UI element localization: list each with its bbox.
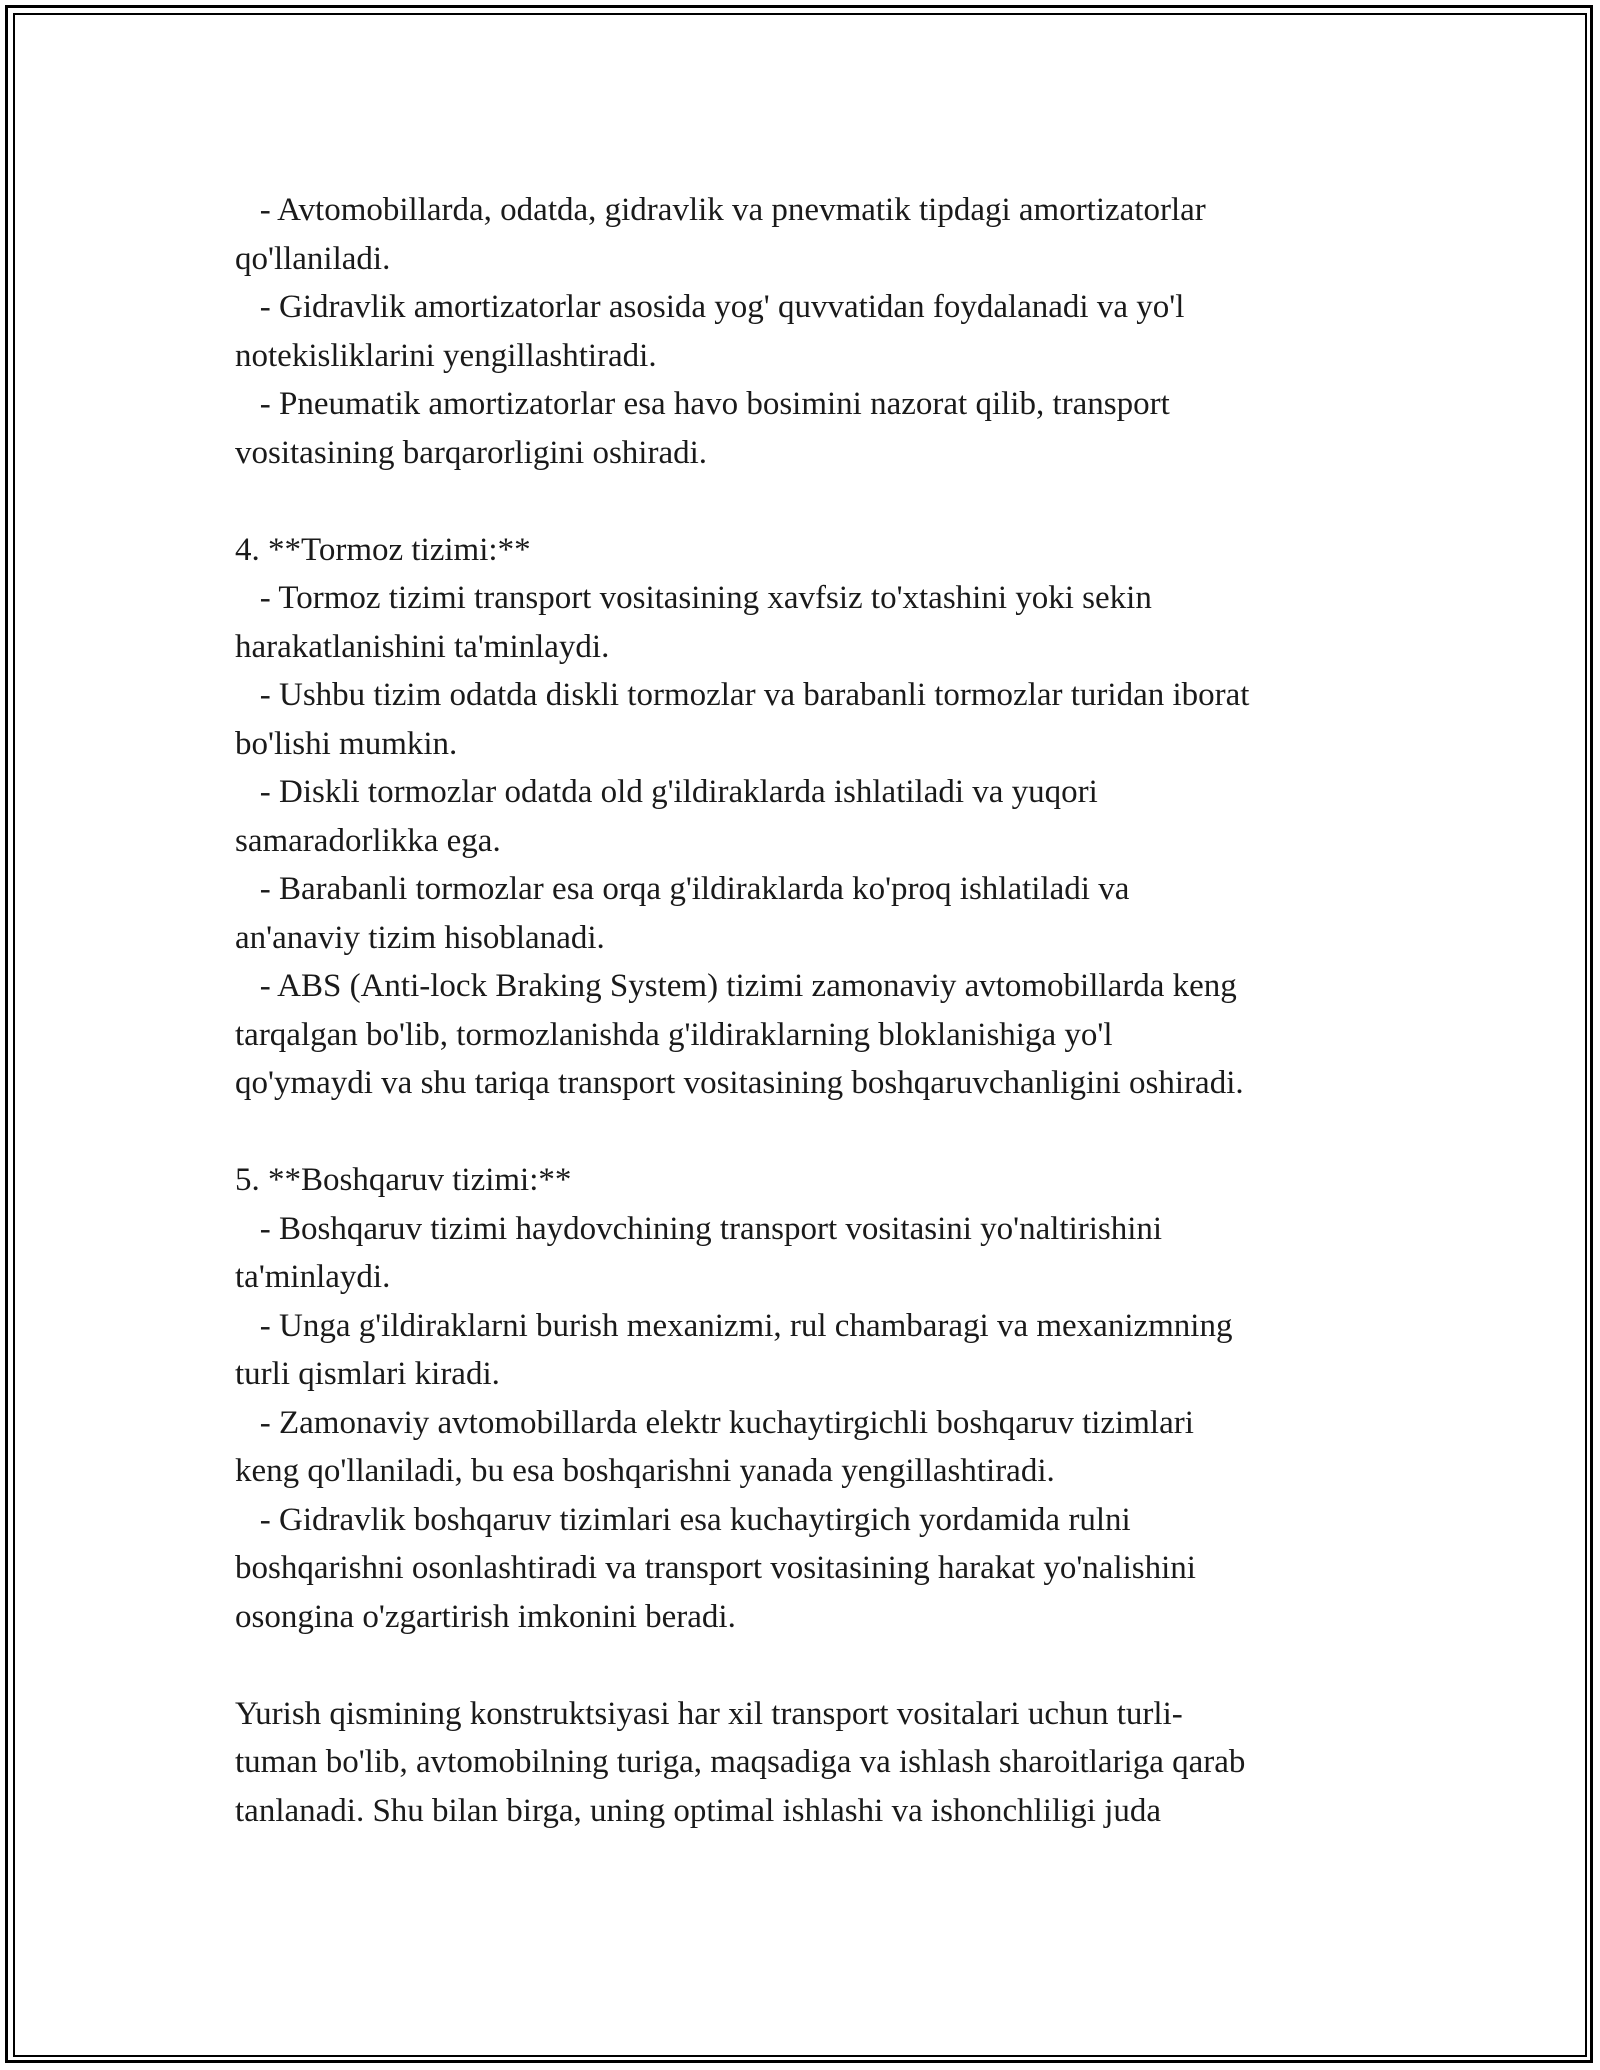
text-line: - Tormoz tizimi transport vositasining xavfsiz to'xtashini yoki sekin <box>235 580 1152 616</box>
text-line: bo'lishi mumkin. <box>235 725 458 762</box>
text-line: - Zamonaviy avtomobillarda elektr kuchaytirgichli boshqaruv tizimlari <box>235 1404 1194 1441</box>
text-line: - Ushbu tizim odatda diskli tormozlar va barabanli tormozlar turidan iborat <box>235 677 1250 713</box>
blank-line <box>235 1108 1365 1157</box>
text-line: - Avtomobillarda, odatda, gidravlik va pnevmatik tipdagi amortizatorlar <box>235 192 1206 228</box>
text-line: tarqalgan bo'lib, tormozlanishda g'ildiraklarning bloklanishiga yo'l <box>235 1016 1113 1053</box>
text-line: osongina o'zgartirish imkonini beradi. <box>235 1598 736 1635</box>
text-line: - Gidravlik amortizatorlar asosida yog' quvvatidan foydalanadi va yo'l <box>235 289 1185 325</box>
section-heading-boshqaruv: 5. **Boshqaruv tizimi:** <box>235 1162 572 1198</box>
text-line: harakatlanishini ta'minlaydi. <box>235 628 610 665</box>
text-line: vositasining barqarorligini oshiradi. <box>235 434 708 471</box>
text-line: an'anaviy tizim hisoblanadi. <box>235 919 605 956</box>
text-line: notekisliklarini yengillashtiradi. <box>235 337 657 374</box>
text-line: turli qismlari kiradi. <box>235 1356 500 1392</box>
text-line: qo'llaniladi. <box>235 240 391 277</box>
text-line: keng qo'llaniladi, bu esa boshqarishni yanada yengillashtiradi. <box>235 1453 1055 1489</box>
text-line: Yurish qismining konstruktsiyasi har xil transport vositalari uchun turli- <box>235 1695 1183 1732</box>
text-line: - Boshqaruv tizimi haydovchining transport vositasini yo'naltirishini <box>235 1210 1163 1247</box>
text-line: qo'ymaydi va shu tariqa transport vositasining boshqaruvchanligini oshiradi. <box>235 1065 1244 1101</box>
text-line: - Barabanli tormozlar esa orqa g'ildiraklarda ko'proq ishlatiladi va <box>235 871 1130 907</box>
document-body <box>235 186 1365 1835</box>
blank-line <box>235 1641 1365 1690</box>
text-line: tuman bo'lib, avtomobilning turiga, maqsadiga va ishlash sharoitlariga qarab <box>235 1744 1246 1780</box>
blank-line <box>235 477 1365 526</box>
text-line: boshqarishni osonlashtiradi va transport vositasining harakat yo'nalishini <box>235 1550 1196 1586</box>
text-line: - Diskli tormozlar odatda old g'ildiraklarda ishlatiladi va yuqori <box>235 774 1098 810</box>
text-line: - Gidravlik boshqaruv tizimlari esa kuchaytirgich yordamida rulni <box>235 1501 1131 1538</box>
text-line: samaradorlikka ega. <box>235 822 501 859</box>
text-line: ta'minlaydi. <box>235 1259 391 1295</box>
text-line: - ABS (Anti-lock Braking System) tizimi zamonaviy avtomobillarda keng <box>235 968 1237 1004</box>
section-heading-tormoz: 4. **Tormoz tizimi:** <box>235 531 531 568</box>
text-line: tanlanadi. Shu bilan birga, uning optimal ishlashi va ishonchliligi juda <box>235 1792 1162 1829</box>
text-line: - Pneumatik amortizatorlar esa havo bosimini nazorat qilib, transport <box>235 386 1170 422</box>
text-line: - Unga g'ildiraklarni burish mexanizmi, rul chambaragi va mexanizmning <box>235 1307 1233 1344</box>
